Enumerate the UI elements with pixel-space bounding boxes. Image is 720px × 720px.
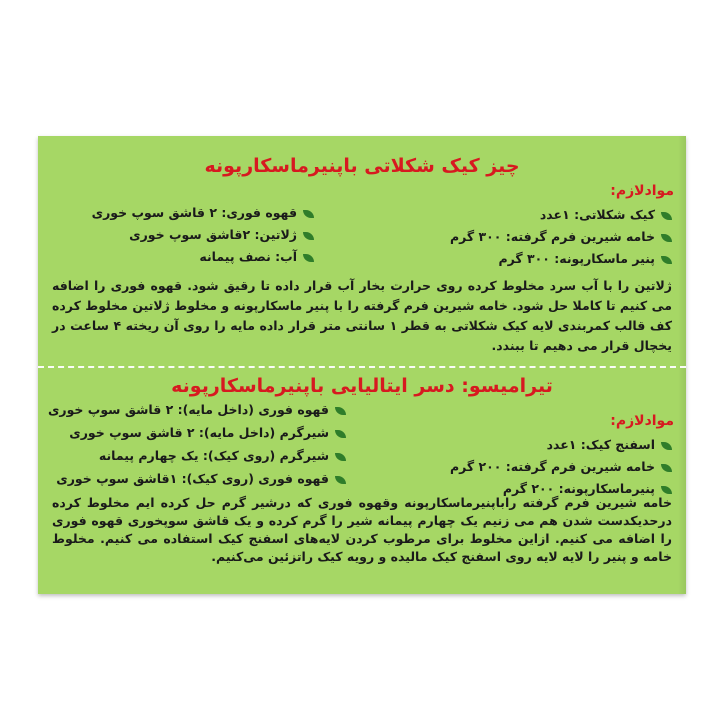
ingredient-item: ژلاتین: ۲قاشق سوپ خوری — [54, 224, 314, 246]
leaf-icon — [661, 212, 672, 220]
leaf-icon — [335, 476, 346, 484]
ingredient-item: کیک شکلاتی: ۱عدد — [432, 204, 672, 226]
leaf-icon — [335, 407, 346, 415]
ingredient-item: اسفنج کیک: ۱عدد — [432, 434, 672, 456]
ingredient-item: شیرگرم (داخل مایه): ۲ قاشق سوپ خوری — [46, 421, 346, 444]
ingredients-heading: موادلازم: — [610, 413, 674, 429]
ingredient-item: پنیر ماسکارپونه: ۳۰۰ گرم — [432, 248, 672, 270]
recipe-tiramisu — [38, 368, 686, 594]
leaf-icon — [661, 442, 672, 450]
ingredient-item: خامه شیرین فرم گرفته: ۲۰۰ گرم — [432, 456, 672, 478]
recipe-cheesecake — [38, 136, 686, 368]
leaf-icon — [661, 234, 672, 242]
leaf-icon — [303, 254, 314, 262]
leaf-icon — [661, 464, 672, 472]
ingredient-item: پنیرماسکارپونه: ۲۰۰ گرم — [432, 478, 672, 500]
ingredient-item: قهوه فوری (داخل مایه): ۲ قاشق سوپ خوری — [46, 398, 346, 421]
ingredient-item: خامه شیرین فرم گرفته: ۳۰۰ گرم — [432, 226, 672, 248]
recipe-card — [38, 136, 686, 594]
leaf-icon — [335, 430, 346, 438]
leaf-icon — [335, 453, 346, 461]
ingredient-item: شیرگرم (روی کیک): یک چهارم پیمانه — [46, 444, 346, 467]
recipe-title: چیز کیک شکلاتی باپنیرماسکارپونه — [204, 155, 520, 177]
leaf-icon — [661, 486, 672, 494]
leaf-icon — [661, 256, 672, 264]
ingredients-list-left — [54, 202, 314, 268]
ingredients-heading: موادلازم: — [610, 183, 674, 199]
recipe-instructions: خامه شیرین فرم گرفته راباپنیرماسکارپونه وقهوه فوری که درشیر گرم حل کرده ایم مخلوط کرده درحدیکدست شدن هم می زنیم یک چهارم پیمانه شیر را گرم کرده و یک قاشق سوپخوری قهوه فوری را اضافه می کنیم. ازاین مخلوط برای مرطوب کردن لایه‌های اسفنج کیک استفاده می کنیم. مخلوط خامه و پنیر را لایه لایه روی اسفنج کیک مالیده و رویه کیک راتزئین می‌کنیم. — [52, 495, 672, 564]
ingredients-list-right — [432, 204, 672, 270]
recipe-instructions: ژلاتین را با آب سرد مخلوط کرده روی حرارت بخار آب قرار داده تا رقیق شود. قهوه فوری را اضافه می کنیم تا کاملا حل شود. خامه شیرین فرم گرفته را با پنیر ماسکارپونه و مخلوط ژلاتین مخلوط کرده کف قالب کمربندی لایه کیک شکلاتی به قطر ۱ سانتی متر قرار داده مایه را روی آن ریخته ۴ ساعت در یخچال قرار می دهیم تا ببندد. — [52, 278, 672, 353]
ingredient-item: آب: نصف پیمانه — [54, 246, 314, 268]
ingredients-list-left — [46, 398, 346, 490]
leaf-icon — [303, 210, 314, 218]
ingredient-item: قهوه فوری (روی کیک): ۱قاشق سوپ خوری — [46, 467, 346, 490]
recipe-title: تیرامیسو: دسر ایتالیایی باپنیرماسکارپونه — [171, 375, 553, 397]
ingredient-item: قهوه فوری: ۲ قاشق سوپ خوری — [54, 202, 314, 224]
leaf-icon — [303, 232, 314, 240]
ingredients-list-right — [432, 434, 672, 500]
